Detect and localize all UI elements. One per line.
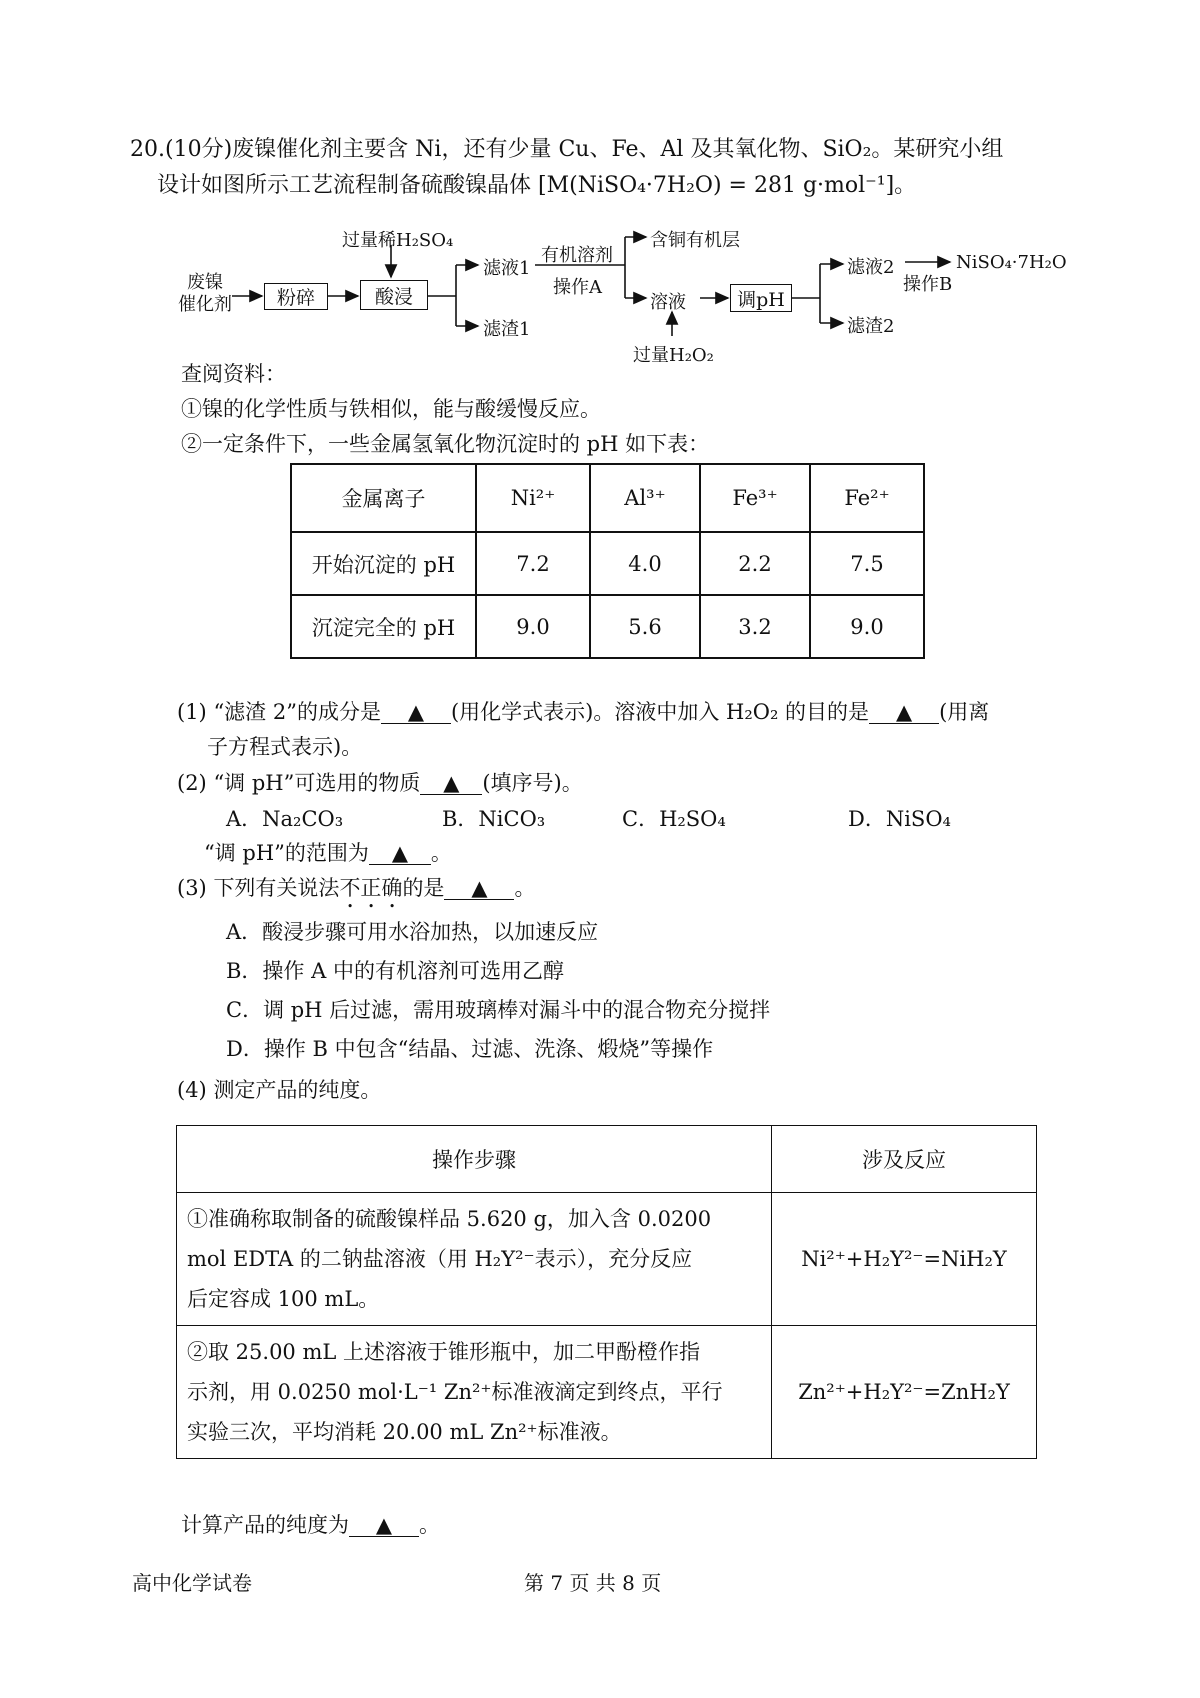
table-cell: 5.6 bbox=[590, 595, 700, 658]
ph-table-header-row bbox=[291, 464, 924, 532]
flow-solution: 溶液 bbox=[650, 292, 686, 313]
q2-option-a: A．Na₂CO₃ bbox=[226, 807, 344, 831]
header-operation-steps: 操作步骤 bbox=[177, 1126, 772, 1193]
table-cell: 9.0 bbox=[810, 595, 924, 658]
molar-mass-formula: [M(NiSO₄·7H₂O) = 281 g·mol⁻¹]。 bbox=[538, 173, 917, 198]
table-cell: 9.0 bbox=[476, 595, 590, 658]
flow-step-acid-leach: 酸浸 bbox=[360, 280, 428, 310]
flow-product: NiSO₄·7H₂O bbox=[956, 252, 1067, 273]
answer-blank[interactable]: ▲ bbox=[369, 843, 431, 865]
emphasis-not-correct: 不正确 bbox=[339, 876, 403, 900]
step-2-cell: ②取 25.00 mL 上述溶液于锥形瓶中，加二甲酚橙作指 示剂，用 0.0250 mol·L⁻¹ Zn²⁺标准液滴定到终点，平行 实验三次，平均消耗 20.00 mL Zn²⁺标准液。 bbox=[177, 1326, 772, 1459]
flow-filtrate-1: 滤液1 bbox=[483, 258, 531, 279]
flow-copper-organic-layer: 含铜有机层 bbox=[650, 230, 740, 251]
ph-table-header-cell: 金属离子 bbox=[291, 464, 476, 532]
intro-line-2: 设计如图所示工艺流程制备硫酸镍晶体 [M(NiSO₄·7H₂O) = 281 g·mol⁻¹]。 bbox=[157, 173, 917, 198]
ph-table-header-cell: Al³⁺ bbox=[590, 464, 700, 532]
answer-blank[interactable]: ▲ bbox=[444, 878, 514, 900]
q4-line-1: (4) 测定产品的纯度。 bbox=[177, 1078, 382, 1102]
step-1-cell: ①准确称取制备的硫酸镍样品 5.620 g，加入含 0.0200 mol EDTA 的二钠盐溶液（用 H₂Y²⁻表示），充分反应 后定容成 100 mL。 bbox=[177, 1193, 772, 1326]
q2-option-b: B．NiCO₃ bbox=[442, 807, 546, 831]
header-reactions: 涉及反应 bbox=[772, 1126, 1037, 1193]
flow-residue-1: 滤渣1 bbox=[483, 319, 531, 340]
flow-step-crush: 粉碎 bbox=[264, 283, 328, 310]
q2-range-line: “调 pH”的范围为 ▲ 。 bbox=[204, 841, 452, 865]
table-row bbox=[291, 532, 924, 595]
reference-item-2: ②一定条件下，一些金属氢氧化物沉淀时的 pH 如下表： bbox=[181, 432, 710, 456]
table-row bbox=[177, 1326, 1037, 1459]
flow-start-label: 废镍 催化剂 bbox=[178, 272, 232, 315]
flow-operation-a: 操作A bbox=[553, 277, 602, 298]
q3-option-b: B．操作 A 中的有机溶剂可选用乙醇 bbox=[226, 959, 564, 983]
table-cell: 4.0 bbox=[590, 532, 700, 595]
table-row bbox=[177, 1193, 1037, 1326]
q2-option-d: D．NiSO₄ bbox=[848, 807, 951, 831]
flow-operation-b: 操作B bbox=[903, 274, 953, 295]
q3-option-d: D．操作 B 中包含“结晶、过滤、洗涤、煅烧”等操作 bbox=[226, 1037, 714, 1061]
table-cell: 7.5 bbox=[810, 532, 924, 595]
q3-line-1: (3) 下列有关说法不正确的是 ▲ 。 bbox=[177, 876, 536, 900]
ph-table-header-cell: Fe³⁺ bbox=[700, 464, 810, 532]
ph-table-header-cell: Fe²⁺ bbox=[810, 464, 924, 532]
flow-reagent-acid: 过量稀H₂SO₄ bbox=[342, 230, 454, 251]
q1-line-1: (1) “滤渣 2”的成分是 ▲ (用化学式表示)。溶液中加入 H₂O₂ 的目的是 ▲ (用离 bbox=[177, 700, 990, 724]
q2-option-c: C．H₂SO₄ bbox=[622, 807, 726, 831]
ph-table-header-cell: Ni²⁺ bbox=[476, 464, 590, 532]
question-number: 20. bbox=[130, 137, 165, 162]
footer-subject: 高中化学试卷 bbox=[132, 1571, 252, 1595]
answer-blank[interactable]: ▲ bbox=[381, 702, 451, 724]
q2-line-1: (2) “调 pH”可选用的物质 ▲ (填序号)。 bbox=[177, 771, 583, 795]
flow-step-adjust-ph: 调pH bbox=[730, 284, 792, 312]
reaction-2-cell: Zn²⁺+H₂Y²⁻=ZnH₂Y bbox=[772, 1326, 1037, 1459]
table-cell: 沉淀完全的 pH bbox=[291, 595, 476, 658]
references-title: 查阅资料： bbox=[181, 362, 286, 386]
ph-table bbox=[290, 463, 925, 659]
flow-filtrate-2: 滤液2 bbox=[847, 257, 895, 278]
flow-residue-2: 滤渣2 bbox=[847, 316, 895, 337]
q1-line-2: 子方程式表示)。 bbox=[207, 735, 363, 759]
flow-reagent-h2o2: 过量H₂O₂ bbox=[633, 345, 714, 366]
q3-option-a: A．酸浸步骤可用水浴加热，以加速反应 bbox=[226, 920, 599, 944]
answer-blank[interactable]: ▲ bbox=[869, 702, 939, 724]
q3-option-c: C．调 pH 后过滤，需用玻璃棒对漏斗中的混合物充分搅拌 bbox=[226, 998, 771, 1022]
footer-page-number: 第 7 页 共 8 页 bbox=[524, 1571, 662, 1595]
answer-blank[interactable]: ▲ bbox=[420, 773, 482, 795]
table-cell: 开始沉淀的 pH bbox=[291, 532, 476, 595]
reference-item-1: ①镍的化学性质与铁相似，能与酸缓慢反应。 bbox=[181, 397, 601, 421]
reaction-1-cell: Ni²⁺+H₂Y²⁻=NiH₂Y bbox=[772, 1193, 1037, 1326]
table-cell: 3.2 bbox=[700, 595, 810, 658]
intro-line-1: 废镍催化剂主要含 Ni，还有少量 Cu、Fe、Al 及其氧化物、SiO₂。某研究小组 bbox=[232, 137, 1004, 162]
flow-arrows bbox=[0, 0, 1200, 380]
purity-table-header-row bbox=[177, 1126, 1037, 1193]
purity-measurement-table bbox=[176, 1125, 1037, 1459]
table-cell: 7.2 bbox=[476, 532, 590, 595]
answer-blank[interactable]: ▲ bbox=[349, 1515, 419, 1537]
purity-calc-line: 计算产品的纯度为 ▲ 。 bbox=[181, 1513, 440, 1537]
flow-organic-solvent: 有机溶剂 bbox=[541, 245, 613, 266]
question-points: (10分) bbox=[165, 137, 233, 162]
table-cell: 2.2 bbox=[700, 532, 810, 595]
table-row bbox=[291, 595, 924, 658]
